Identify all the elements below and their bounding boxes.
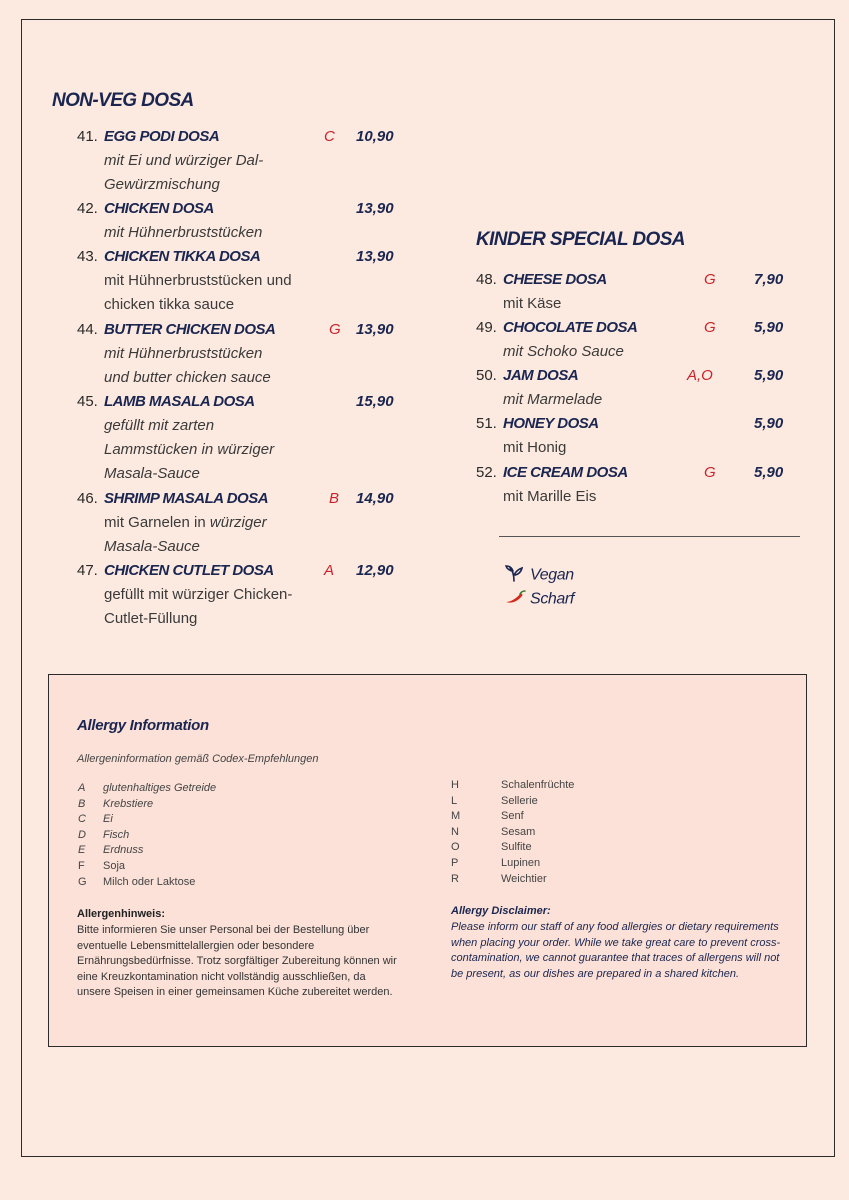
item-price: 14,90 [356,490,394,507]
menu-item-41 [77,125,394,197]
allergen-hint-text: Bitte informieren Sie unser Personal bei der Bestellung über eventuelle Lebensmittelallergien oder besondere Ernährungsbedürfnisse. Trotz sorgfältiger Zubereitung können wir eine Kreuzkontamination nicht vollständig ausschließen, da unsere Speisen in einer gemeinsamen Küche zubereitet werden. [77,924,397,999]
menu-item-49 [476,316,784,364]
allergy-disclaimer-text: Please inform our staff of any food allergies or dietary requirements when placing your order. While we take great care to prevent cross-contamination, we cannot guarantee that traces of allergens will not be present, as our dishes are prepared in a shared kitchen. [451,921,781,980]
item-price: 10,90 [356,128,394,145]
item-description: mit Käse [503,295,562,312]
item-number: 41. [77,128,98,145]
legend-scharf: Scharf [504,589,574,610]
allergy-subtitle: Allergeninformation gemäß Codex-Empfehlungen [77,753,319,765]
item-number: 51. [476,415,497,432]
allergy-title: Allergy Information [77,717,209,734]
chili-icon [504,589,526,610]
item-name: CHICKEN DOSA [104,200,214,217]
menu-item-51 [476,412,784,460]
item-name: EGG PODI DOSA [104,128,220,145]
item-description: mit Honig [503,439,567,456]
allergen-code: G [704,319,716,336]
item-price: 5,90 [754,464,784,481]
item-description: mit Hühnerbruststücken und butter chicken sauce [104,345,271,386]
item-number: 50. [476,367,497,384]
item-number: 45. [77,393,98,410]
item-description: gefüllt mit zarten Lammstücken in würziger Masala-Sauce [104,417,275,482]
item-number: 46. [77,490,98,507]
item-price: 5,90 [754,415,784,432]
menu-item-47 [77,559,394,631]
menu-item-44 [77,318,394,390]
item-description: mit Hühnerbruststücken und chicken tikka sauce [104,272,292,313]
section-title-non-veg: NON-VEG DOSA [52,90,194,111]
item-number: 52. [476,464,497,481]
item-number: 49. [476,319,497,336]
item-name: ICE CREAM DOSA [503,464,628,481]
allergen-code: G [329,321,341,338]
item-price: 5,90 [754,319,784,336]
item-number: 42. [77,200,98,217]
item-name: CHICKEN CUTLET DOSA [104,562,274,579]
section-title-kinder: KINDER SPECIAL DOSA [476,229,685,250]
item-name: BUTTER CHICKEN DOSA [104,321,276,338]
item-name: CHOCOLATE DOSA [503,319,638,336]
item-price: 13,90 [356,248,394,265]
menu-item-43 [77,245,394,317]
plant-icon [504,563,526,588]
item-description: mit Garnelen in würziger Masala-Sauce [104,514,267,555]
item-number: 44. [77,321,98,338]
menu-item-45 [77,390,394,486]
item-name: HONEY DOSA [503,415,599,432]
menu-item-50 [476,364,784,412]
item-number: 48. [476,271,497,288]
item-price: 7,90 [754,271,784,288]
item-description: mit Marmelade [503,391,603,408]
item-price: 13,90 [356,321,394,338]
item-price: 13,90 [356,200,394,217]
allergy-info-box: Allergy Information Allergeninformation gemäß Codex-Empfehlungen A glutenhaltiges Getreide B Krebstiere C Ei D Fisch E Erdnuss F Soja G Milch oder Laktose H Schalenfrüchte L Sellerie M Senf N Sesam O Sulfite P Lupinen R Weichtier Allergenhinweis: Bitte informieren Sie unser Personal bei der Bestellung über eventuelle Lebensmittelallergien oder besondere Ernährungsbedürfnisse. Trotz sorgfältiger Zubereitung können wir eine Kreuzkontamination nicht vollständig ausschließen, da unsere Speisen in einer gemeinsamen Küche zubereitet werden. Allergy Disclaimer: Please inform our staff of any food allergies or dietary requirements when placing your order. While we take great care to prevent cross-contamination, we cannot guarantee that traces of allergens will not be present, as our dishes are prepared in a shared kitchen. [48,674,807,1047]
item-description: mit Ei und würziger Dal- Gewürzmischung [104,152,264,193]
legend-vegan: Vegan [504,563,574,588]
menu-item-52 [476,461,784,509]
item-description: mit Schoko Sauce [503,343,624,360]
allergen-code: A,O [687,367,713,384]
divider [499,536,800,537]
item-description: gefüllt mit würziger Chicken- Cutlet-Füllung [104,586,293,627]
allergen-hint-title: Allergenhinweis: [77,908,166,920]
allergen-code: C [324,128,335,145]
menu-item-46 [77,487,394,559]
item-price: 15,90 [356,393,394,410]
item-name: CHEESE DOSA [503,271,607,288]
item-price: 12,90 [356,562,394,579]
item-name: LAMB MASALA DOSA [104,393,255,410]
item-number: 43. [77,248,98,265]
allergy-disclaimer-title: Allergy Disclaimer: [451,905,551,917]
menu-item-48 [476,268,784,316]
allergen-code: G [704,271,716,288]
item-name: SHRIMP MASALA DOSA [104,490,269,507]
item-description: mit Marille Eis [503,488,597,505]
menu-item-42 [77,197,394,245]
allergen-code: A [324,562,335,579]
allergen-code: G [704,464,716,481]
item-number: 47. [77,562,98,579]
item-name: JAM DOSA [503,367,579,384]
item-description: mit Hühnerbruststücken [104,224,263,241]
item-name: CHICKEN TIKKA DOSA [104,248,261,265]
item-price: 5,90 [754,367,784,384]
allergen-code: B [329,490,340,507]
